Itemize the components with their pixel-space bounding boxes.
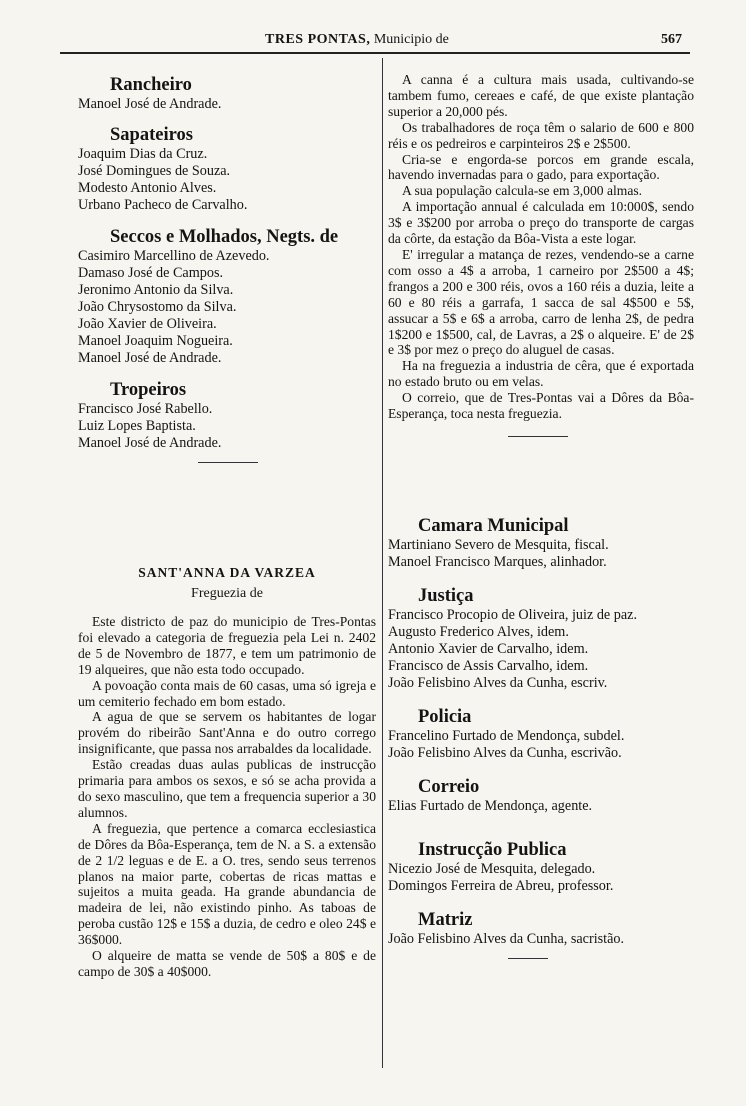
paragraph: Ha na freguezia a industria de cêra, que é exportada no estado bruto ou em velas.: [388, 358, 694, 390]
heading-camara: Camara Municipal: [418, 516, 569, 536]
section-divider: [198, 462, 258, 463]
list-correio: [388, 798, 694, 815]
list-item: Antonio Xavier de Carvalho, idem.: [388, 641, 589, 657]
list-item: João Chrysostomo da Silva.: [78, 299, 237, 315]
paragraph: A sua população calcula-se em 3,000 almas.: [402, 183, 643, 199]
paragraph: A agua de que se servem os habitantes de logar provém do ribeirão Sant'Anna e do outro corrego insignificante, que passa nos arrabaldes da localidade.: [78, 709, 376, 757]
heading-sapateiros: Sapateiros: [110, 125, 193, 145]
list-item: Augusto Frederico Alves, idem.: [388, 624, 569, 640]
list-item: Modesto Antonio Alves.: [78, 180, 217, 196]
list-item: Domingos Ferreira de Abreu, professor.: [388, 878, 614, 894]
list-item: Manoel José de Andrade.: [78, 96, 222, 112]
santanna-section: [78, 564, 376, 980]
list-item: João Xavier de Oliveira.: [78, 316, 217, 332]
right-column: [388, 72, 694, 437]
list-tropeiros: [78, 401, 376, 452]
list-item: Joaquim Dias da Cruz.: [78, 146, 208, 162]
title-town: TRES PONTAS,: [265, 32, 371, 47]
paragraph: Os trabalhadores de roça têm o salario de 600 e 800 réis e os pedreiros e carpinteiros 2$ e 2$500.: [388, 119, 694, 151]
paragraph: E' irregular a matança de rezes, vendendo-se a carne com osso a 4$ a arroba, 1 carneiro por 2$500 a 4$; frangos a 200 e 300 réis, ovos a 160 réis a duzia, leite a 60 e 80 réis a garrafa, 1 sacca de sal 4$500 e 5$, assucar a 5$ e 6$ a arroba, carro de lenha 2$, de pedra 1$200 e 1$500, cal, de Lavras, a 2$ o alqueire. E' de 2$ e 3$ por mez o preço do aluguel de casas.: [388, 246, 694, 358]
list-item: Nicezio José de Mesquita, delegado.: [388, 861, 596, 877]
list-item: Manoel José de Andrade.: [78, 435, 222, 451]
heading-rancheiro: Rancheiro: [110, 75, 192, 95]
column-divider: [382, 58, 383, 1068]
heading-seccos-molhados: Seccos e Molhados, Negts. de: [110, 227, 339, 247]
list-item: João Felisbino Alves da Cunha, escrivão.: [388, 745, 622, 761]
left-column: [78, 74, 376, 463]
list-policia: [388, 728, 694, 762]
paragraph: O alqueire de matta se vende de 50$ a 80$ e de campo de 30$ a 40$000.: [78, 948, 376, 979]
list-item: Francelino Furtado de Mendonça, subdel.: [388, 728, 625, 744]
running-title: [265, 32, 449, 48]
paragraph: A importação annual é calculada em 10:000$, sendo 3$ e 3$200 por arroba o preço do transporte de cargas da côrte, da estação da Bôa-Vista a este logar.: [388, 199, 694, 247]
list-item: João Felisbino Alves da Cunha, escriv.: [388, 675, 608, 691]
paragraph: A povoação conta mais de 60 casas, uma só igreja e um cemiterio fechado em bom estado.: [78, 677, 376, 709]
list-sapateiros: [78, 146, 376, 214]
heading-tropeiros: Tropeiros: [110, 380, 187, 400]
heading-matriz: Matriz: [418, 910, 473, 930]
list-item: Francisco José Rabello.: [78, 401, 213, 417]
list-item: Francisco de Assis Carvalho, idem.: [388, 658, 589, 674]
list-item: Martiniano Severo de Mesquita, fiscal.: [388, 537, 609, 553]
list-item: Manoel Joaquim Nogueira.: [78, 333, 233, 349]
list-instruccao: [388, 861, 694, 895]
page-number: 567: [661, 32, 682, 47]
paragraph: O correio, que de Tres-Pontas vai a Dôres da Bôa-Esperança, toca nesta freguezia.: [388, 390, 694, 422]
list-item: Elias Furtado de Mendonça, agente.: [388, 798, 593, 814]
heading-policia: Policia: [418, 707, 472, 727]
section-subtitle: Freguezia de: [191, 586, 263, 601]
heading-justica: Justiça: [418, 586, 474, 606]
list-item: Luiz Lopes Baptista.: [78, 418, 196, 434]
list-item: Urbano Pacheco de Carvalho.: [78, 197, 248, 213]
section-divider: [508, 436, 568, 437]
running-header: [60, 30, 690, 54]
list-item: João Felisbino Alves da Cunha, sacristão.: [388, 931, 625, 947]
list-matriz: [388, 931, 694, 948]
paragraph: Este districto de paz do municipio de Tres-Pontas foi elevado a categoria de freguezia pela Lei n. 2402 de 5 de Novembro de 1877, e tem um patrimonio de 19 alqueires, que não esta todo occupado.: [78, 614, 376, 677]
list-justica: [388, 607, 694, 692]
list-item: Jeronimo Antonio da Silva.: [78, 282, 234, 298]
title-municipio: Municipio de: [373, 32, 449, 47]
paragraph: Cria-se e engorda-se porcos em grande escala, havendo invernadas para o gado, para exportação.: [388, 151, 694, 183]
list-item: José Domingues de Souza.: [78, 163, 231, 179]
paragraph: Estão creadas duas aulas publicas de instrucção primaria para ambos os sexos, e só se acha provida a do sexo masculino, que tem a frequencia superior a 30 alumnos.: [78, 757, 376, 820]
heading-instruccao: Instrucção Publica: [418, 840, 567, 860]
list-item: Francisco Procopio de Oliveira, juiz de paz.: [388, 607, 637, 623]
paragraph: A canna é a cultura mais usada, cultivando-se tambem fumo, cereaes e café, de que existe plantação superior a 20,000 pés.: [388, 72, 694, 119]
list-item: Manoel José de Andrade.: [78, 350, 222, 366]
section-divider: [508, 958, 548, 959]
officials-section: [388, 515, 694, 959]
list-camara: [388, 537, 694, 571]
list-item: Damaso José de Campos.: [78, 265, 224, 281]
paragraph: A freguezia, que pertence a comarca ecclesiastica de Dôres da Bôa-Esperança, tem de N. a S. a extensão de 2 1/2 leguas e de E. a O. tres, sendo seus terrenos planos na maior parte, cobertas de ricas mattas e sujeitos a muita geada. Ha grande abundancia de madeira de lei, não existindo pinho. As taboas de peroba custão 12$ e 15$ a duzia, de cedro e oleo 24$ e 36$000.: [78, 820, 376, 948]
list-seccos-molhados: [78, 248, 376, 367]
list-item: Casimiro Marcellino de Azevedo.: [78, 248, 270, 264]
list-item: Manoel Francisco Marques, alinhador.: [388, 554, 607, 570]
section-title: SANT'ANNA DA VARZEA: [138, 565, 316, 580]
list-rancheiro: [78, 96, 376, 113]
heading-correio: Correio: [418, 777, 480, 797]
